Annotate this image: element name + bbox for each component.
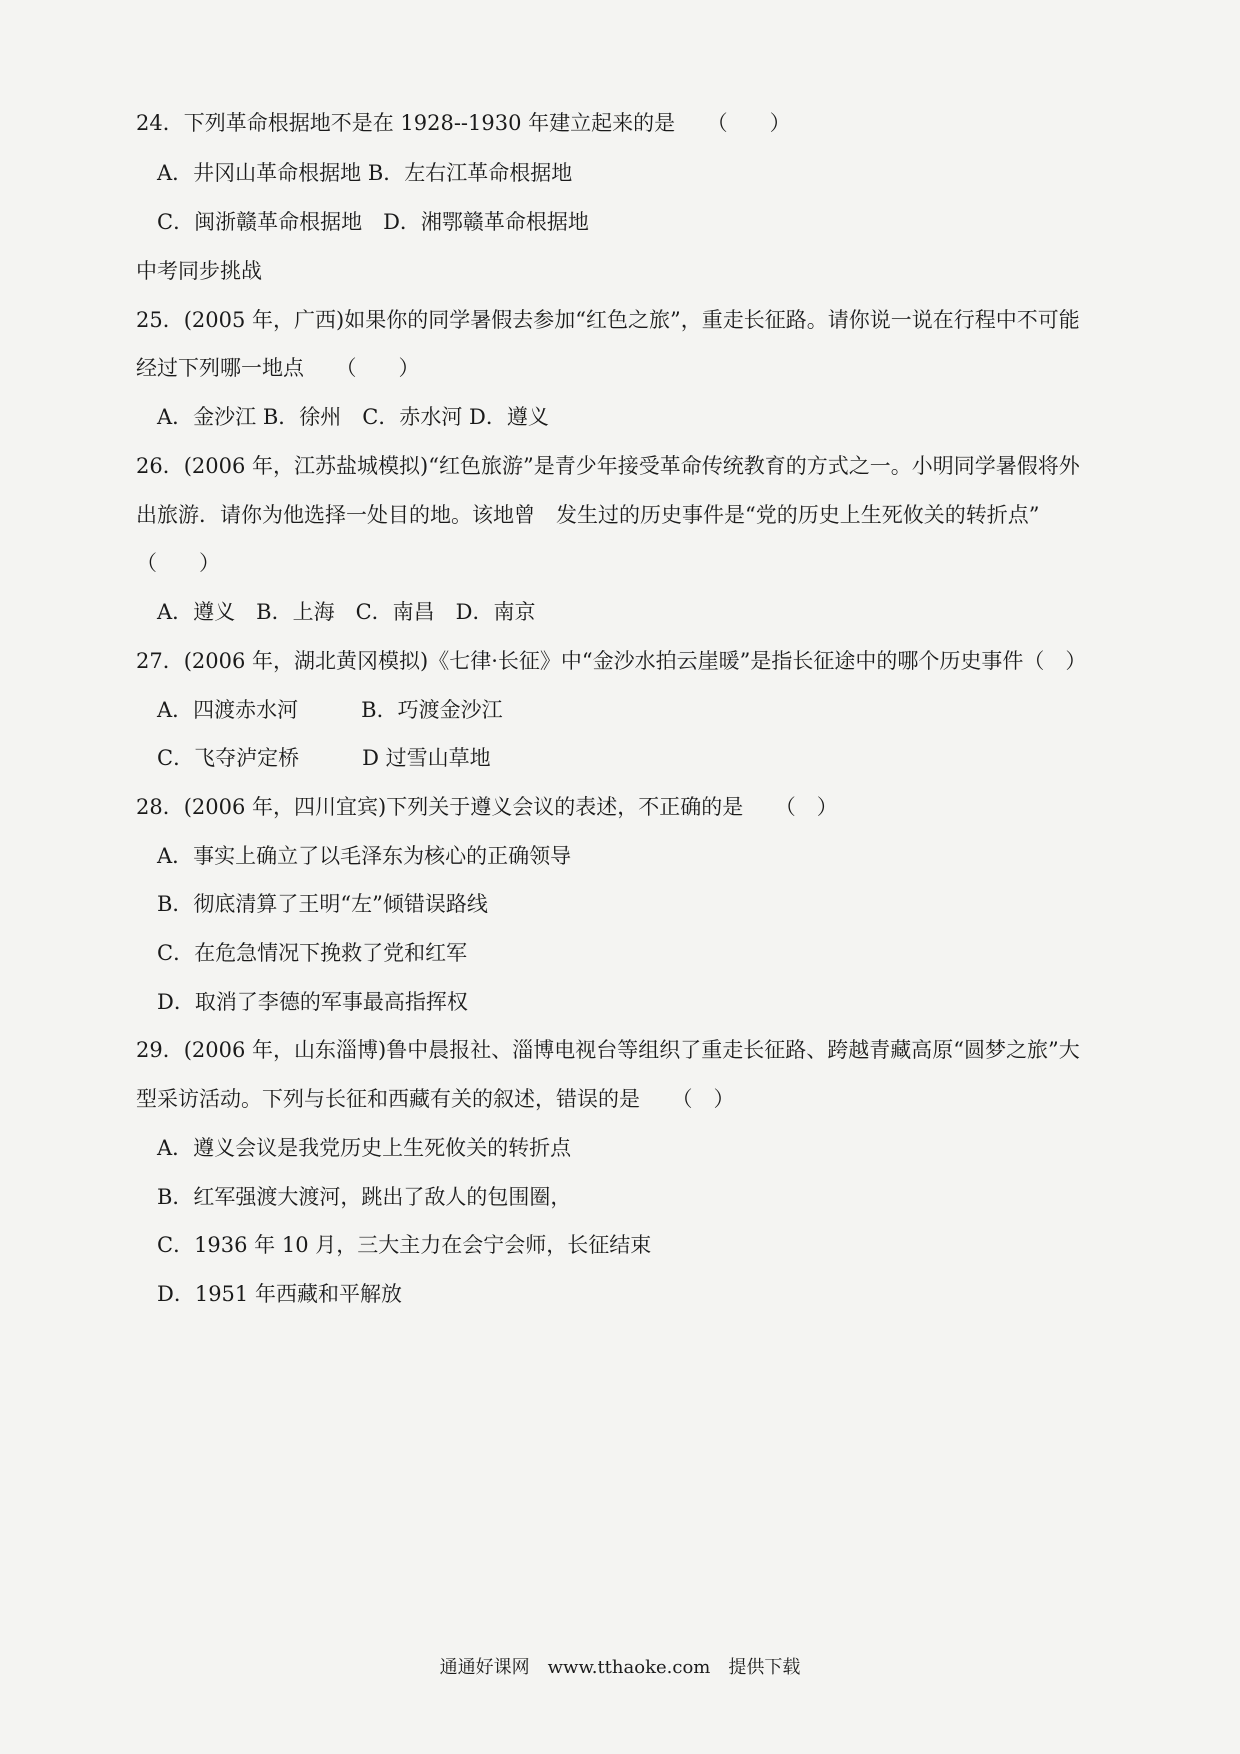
q26-stem-line-2: 出旅游．请你为他选择一处目的地。该地曾 发生过的历史事件是“党的历史上生死攸关的转折点” bbox=[136, 503, 1040, 527]
page-footer: 通通好课网 www.tthaoke.com 提供下载 bbox=[439, 1657, 801, 1678]
q29-option-a: A．遵义会议是我党历史上生死攸关的转折点 bbox=[157, 1136, 572, 1160]
q26-stem-line-1: 26．(2006 年，江苏盐城模拟)“红色旅游”是青少年接受革命传统教育的方式之一。小明同学暑假将外 bbox=[136, 454, 1080, 478]
q27-option-row-2: C．飞夺泸定桥 D 过雪山草地 bbox=[157, 746, 491, 770]
q29-option-b: B．红军强渡大渡河，跳出了敌人的包围圈， bbox=[157, 1185, 572, 1209]
section-heading: 中考同步挑战 bbox=[136, 259, 262, 283]
q29-stem-line-2: 型采访活动。下列与长征和西藏有关的叙述，错误的是 （ ） bbox=[136, 1087, 735, 1111]
q26-option-row: A．遵义 B．上海 C．南昌 D．南京 bbox=[157, 600, 536, 624]
q24-option-row-1: A．井冈山革命根据地 B．左右江革命根据地 bbox=[157, 161, 573, 185]
q28-option-b: B．彻底清算了王明“左”倾错误路线 bbox=[157, 892, 488, 916]
q25-stem-line-2: 经过下列哪一地点 （ ） bbox=[136, 356, 420, 380]
q29-option-d: D．1951 年西藏和平解放 bbox=[157, 1282, 402, 1306]
q25-option-row: A．金沙江 B．徐州 C．赤水河 D．遵义 bbox=[157, 405, 549, 429]
q27-stem: 27．(2006 年，湖北黄冈模拟)《七律·长征》中“金沙水拍云崖暖”是指长征途中的哪个历史事件（ ） bbox=[136, 649, 1087, 673]
q27-option-row-1: A．四渡赤水河 B．巧渡金沙江 bbox=[157, 698, 503, 722]
q26-stem-line-3: （ ） bbox=[136, 551, 220, 575]
q24-stem: 24．下列革命根据地不是在 1928--1930 年建立起来的是 （ ） bbox=[136, 111, 791, 135]
q24-option-row-2: C．闽浙赣革命根据地 D．湘鄂赣革命根据地 bbox=[157, 210, 589, 234]
q28-option-d: D．取消了李德的军事最高指挥权 bbox=[157, 990, 468, 1014]
q28-option-a: A．事实上确立了以毛泽东为核心的正确领导 bbox=[157, 844, 572, 868]
q28-option-c: C．在危急情况下挽救了党和红军 bbox=[157, 941, 468, 965]
q29-option-c: C．1936 年 10 月，三大主力在会宁会师，长征结束 bbox=[157, 1233, 652, 1257]
q28-stem: 28．(2006 年，四川宜宾)下列关于遵义会议的表述，不正确的是 （ ） bbox=[136, 795, 838, 819]
q25-stem-line-1: 25．(2005 年，广西)如果你的同学暑假去参加“红色之旅”，重走长征路。请你说一说在行程中不可能 bbox=[136, 308, 1080, 332]
q29-stem-line-1: 29．(2006 年，山东淄博)鲁中晨报社、淄博电视台等组织了重走长征路、跨越青藏高原“圆梦之旅”大 bbox=[136, 1038, 1080, 1062]
